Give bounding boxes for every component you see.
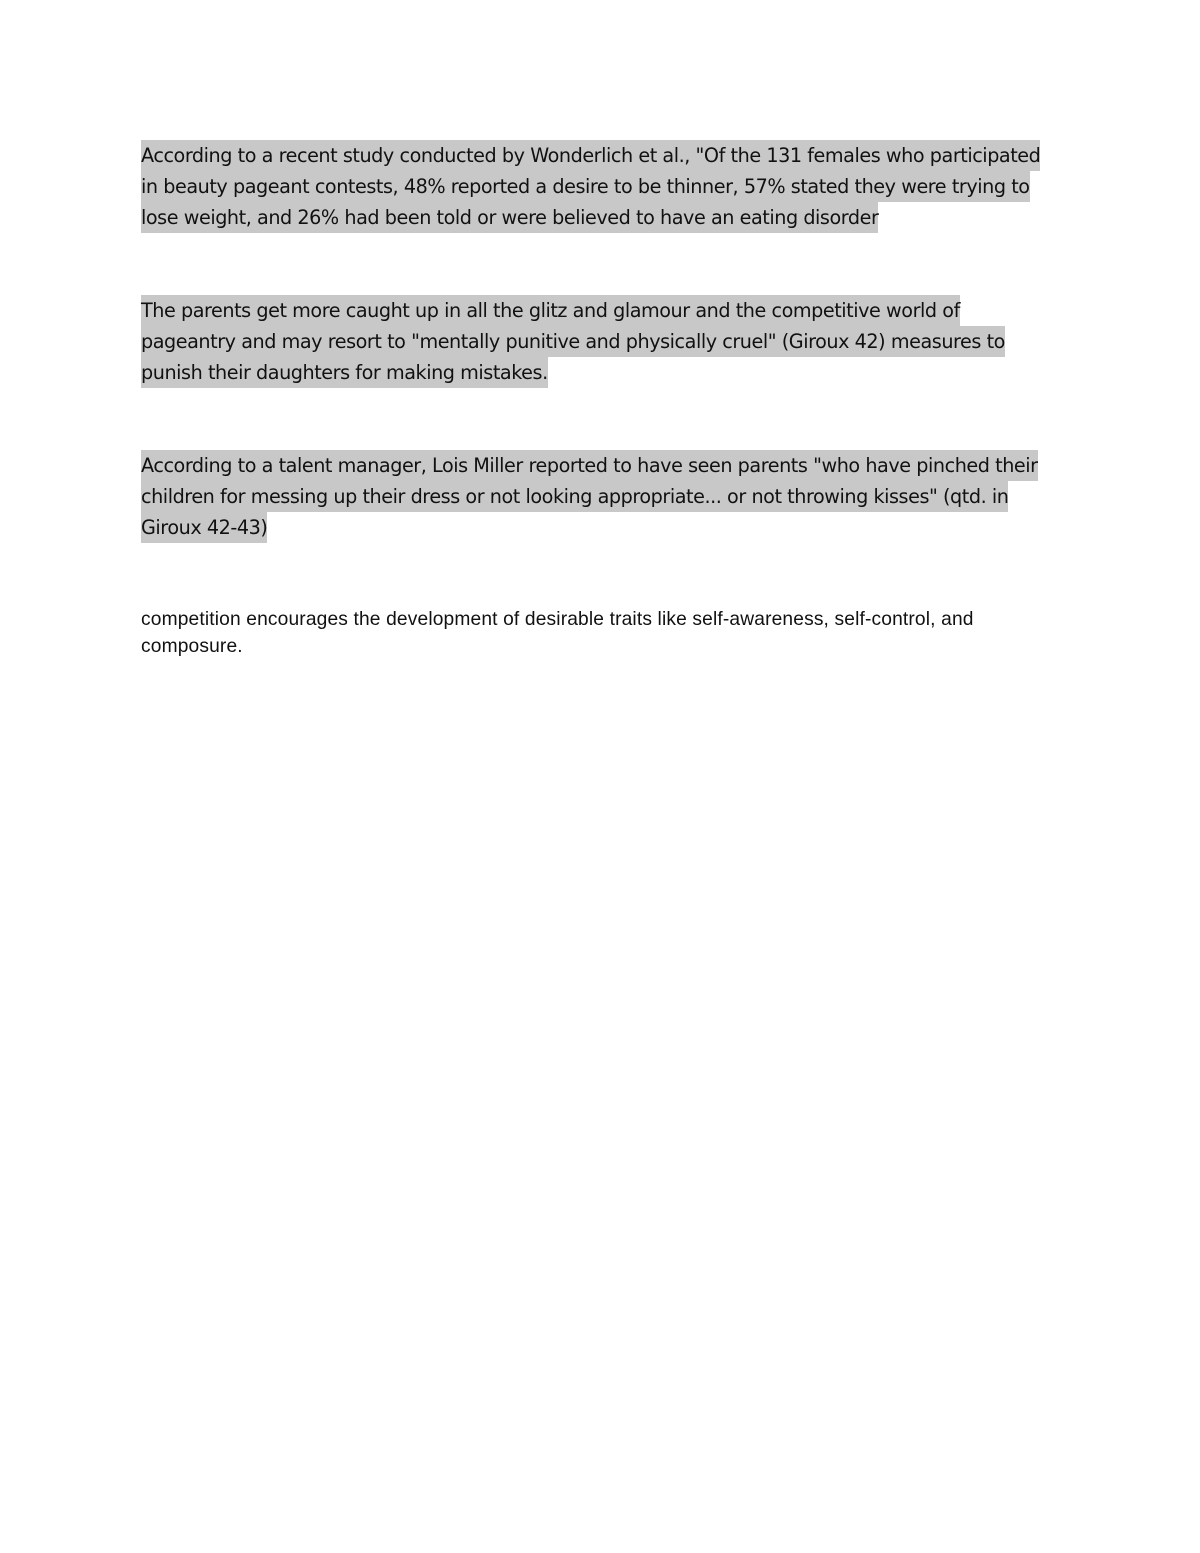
paragraph-wonderlich-study — [141, 140, 1051, 233]
highlighted-text: According to a recent study conducted by Wonderlich et al., "Of the 131 females who participated in beauty pageant contests, 48% reported a desire to be thinner, 57% stated they were trying to lose weight, and 26% had been told or were believed to have an eating disorder — [141, 140, 1040, 233]
paragraph-parents-glitz — [141, 295, 1051, 388]
paragraph-competition-traits: competition encourages the development of desirable traits like self-awareness, self-control, and composure. — [141, 609, 974, 657]
paragraph-talent-manager — [141, 450, 1051, 543]
highlighted-text: The parents get more caught up in all the glitz and glamour and the competitive world of pageantry and may resort to "mentally punitive and physically cruel" (Giroux 42) measures to punish their daughters for making mistakes. — [141, 295, 1005, 388]
highlighted-text: According to a talent manager, Lois Miller reported to have seen parents "who have pinched their children for messing up their dress or not looking appropriate... or not throwing kisses" (qtd. in Giroux 42-43) — [141, 450, 1038, 543]
